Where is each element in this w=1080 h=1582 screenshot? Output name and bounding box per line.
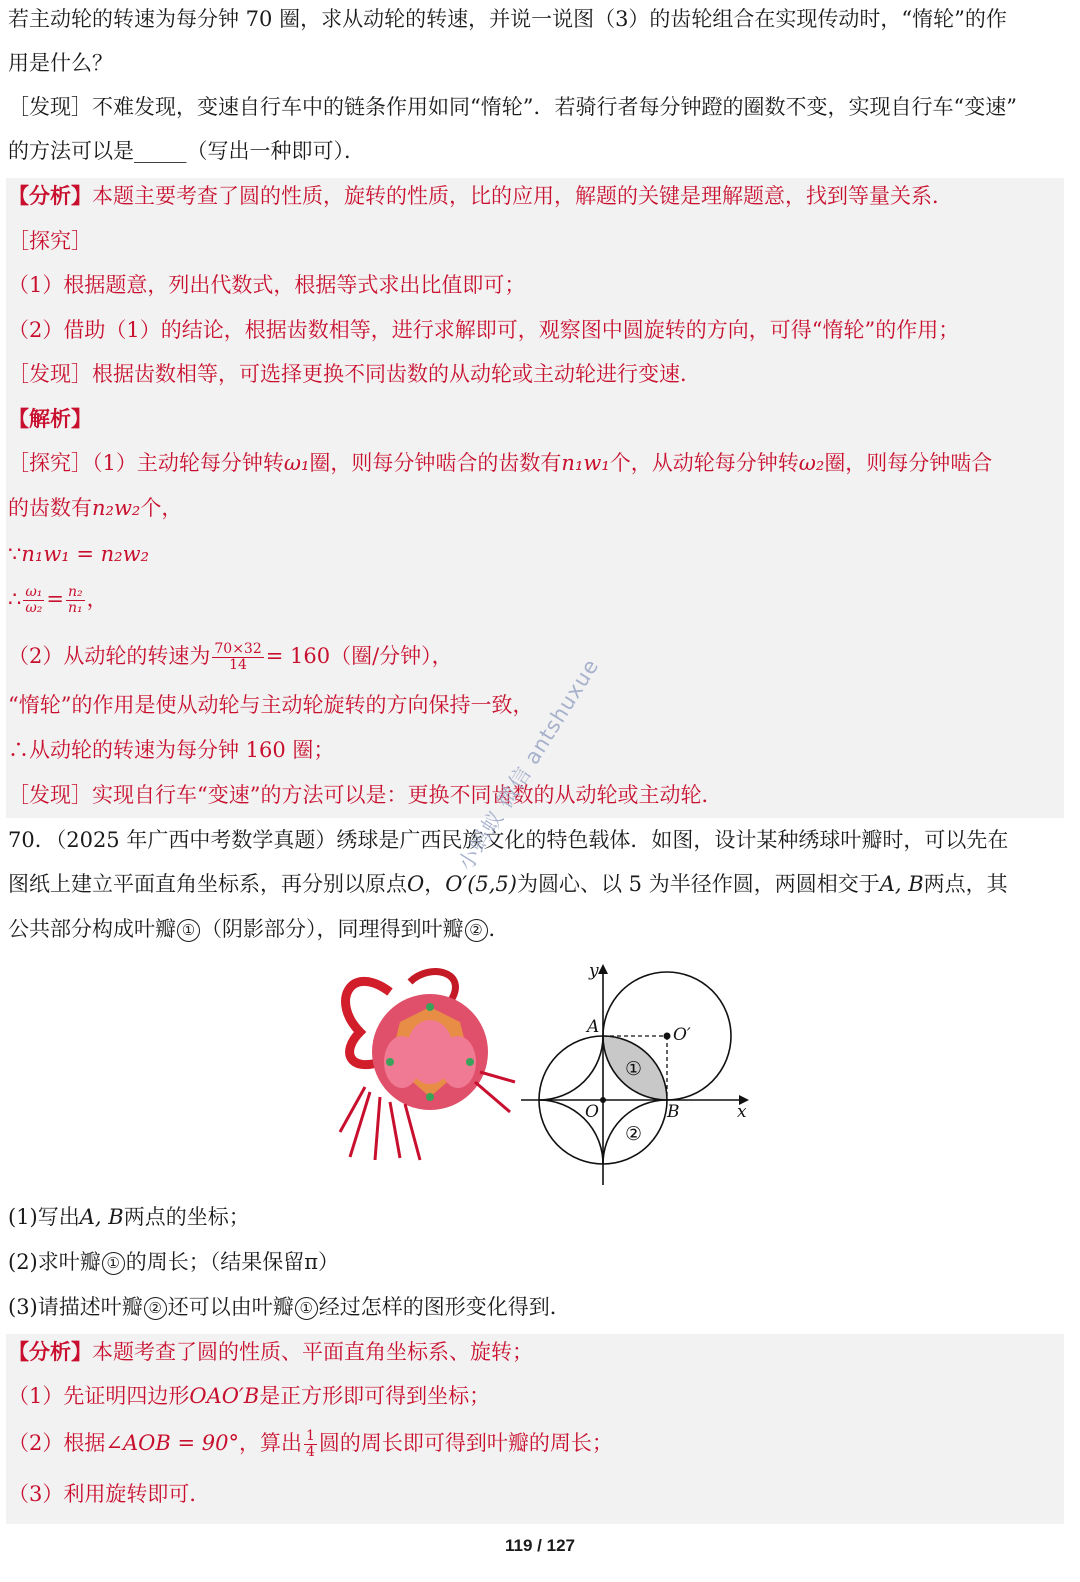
analysis-1-p1: （1）根据题意，列出代数式，根据等式求出比值即可； <box>8 273 526 297</box>
solution-tag: 【解析】 <box>8 406 92 431</box>
point-A: A <box>587 1017 600 1037</box>
analysis-2-p3: （3）利用旋转即可． <box>8 1482 211 1506</box>
analysis-1-p2: （2）借助（1）的结论，根据齿数相等，进行求解即可，观察图中圆旋转的方向，可得“惰轮”的作用； <box>8 318 960 342</box>
leaf-1-label: ① <box>625 1058 643 1080</box>
question-3: (3)请描述叶瓣 ② 还可以由叶瓣 ① 经过怎样的图形变化得到． <box>8 1295 571 1319</box>
page-number: 119 / 127 <box>505 1536 575 1555</box>
question-1: (1)写出A, B两点的坐标； <box>8 1205 250 1229</box>
watermark: 小蚂蚁 微信 antshuxue <box>453 654 604 875</box>
solution-equation: ∵n₁w₁ = n₂w₂ <box>8 542 149 566</box>
analysis-2-p2: （2）根据∠AOB = 90°，算出 $\frac{1}{4}$ 圆的周长即可得到叶瓣的周长； <box>8 1428 613 1460</box>
solution-conclusion: ∴从动轮的转速为每分钟 160 圈； <box>8 738 335 762</box>
speed-num: 70×32 <box>214 641 262 657</box>
solution-ratio: ∴ $\frac{\text{ω₁}}{\text{ω₂}}$ = $\frac{\text{n₂}}{\text{n₁}}$ ， <box>8 584 108 616</box>
analysis-1-intro <box>8 181 953 211</box>
coordinate-figure <box>515 960 760 1190</box>
problem-70-line-2: 图纸上建立平面直角坐标系，再分别以原点O，O′(5,5)为圆心、以 5 为半径作圆，两圆相交于A, B两点，其 <box>8 872 1008 896</box>
ratio-num-1: ω₁ <box>25 584 43 600</box>
solution-speed: （2）从动轮的转速为 $\frac{70\times 32}{14}$ = 160（圈/分钟）， <box>8 641 453 673</box>
top-line-3: ［发现］不难发现，变速自行车中的链条作用如同“惰轮”．若骑行者每分钟蹬的圈数不变，实现自行车“变速” <box>8 95 1017 119</box>
top-line-1: 若主动轮的转速为每分钟 70 圈，求从动轮的转速，并说一说图（3）的齿轮组合在实现传动时，“惰轮”的作 <box>8 7 1007 31</box>
top-line-2: 用是什么？ <box>8 51 113 75</box>
ratio-den-2: n₁ <box>68 600 83 616</box>
omega1: ω₁ <box>283 451 310 475</box>
analysis-text: 本题主要考查了圆的性质，旋转的性质，比的应用，解题的关键是理解题意，找到等量关系． <box>92 184 953 208</box>
analysis-2-intro: 【分析】本题考查了圆的性质、平面直角坐标系、旋转； <box>8 1339 533 1364</box>
analysis-2-p1: （1）先证明四边形OAO′B是正方形即可得到坐标； <box>8 1384 491 1408</box>
n2w2: n₂w₂ <box>92 496 141 520</box>
problem-70-line-3: 公共部分构成叶瓣 ① （阴影部分），同理得到叶瓣 ② ． <box>8 917 510 941</box>
analysis-1-explore: ［探究］ <box>8 229 92 253</box>
problem-70-line-1: 70．（2025 年广西中考数学真题）绣球是广西民族文化的特色载体．如图，设计某种绣球叶瓣时，可以先在 <box>8 828 1009 852</box>
point-O: O <box>585 1102 599 1122</box>
y-label: y <box>589 961 599 981</box>
point-B: B <box>667 1102 680 1122</box>
solution-line-2: 的齿数有n₂w₂个， <box>8 496 183 520</box>
leaf-2-mark: ② <box>465 919 488 942</box>
top-line-4: 的方法可以是_____（写出一种即可）． <box>8 139 365 163</box>
x-label: x <box>737 1102 747 1122</box>
leaf-2-label: ② <box>625 1123 643 1145</box>
equation: n₁w₁ = n₂w₂ <box>21 542 149 566</box>
leaf-1-mark: ① <box>177 919 200 942</box>
ratio-den-1: ω₂ <box>25 600 43 616</box>
ratio-num-2: n₂ <box>68 584 83 600</box>
question-2: (2)求叶瓣 ① 的周长；（结果保留π） <box>8 1250 340 1274</box>
omega2: ω₂ <box>798 451 825 475</box>
solution-idler: “惰轮”的作用是使从动轮与主动轮旋转的方向保持一致， <box>8 693 534 717</box>
speed-den: 14 <box>229 657 247 673</box>
point-O-prime: O′ <box>673 1025 691 1045</box>
analysis-1-p3: ［发现］根据齿数相等，可选择更换不同齿数的从动轮或主动轮进行变速． <box>8 362 701 386</box>
analysis-tag: 【分析】 <box>8 183 92 208</box>
embroidered-ball-image <box>330 962 520 1162</box>
solution-discover: ［发现］实现自行车“变速”的方法可以是：更换不同齿数的从动轮或主动轮． <box>8 783 723 807</box>
solution-line-1: ［探究］（1）主动轮每分钟转ω₁圈，则每分钟啮合的齿数有n₁w₁个，从动轮每分钟转ω₂圈，则每分钟啮合 <box>8 451 993 475</box>
n1w1: n₁w₁ <box>561 451 610 475</box>
